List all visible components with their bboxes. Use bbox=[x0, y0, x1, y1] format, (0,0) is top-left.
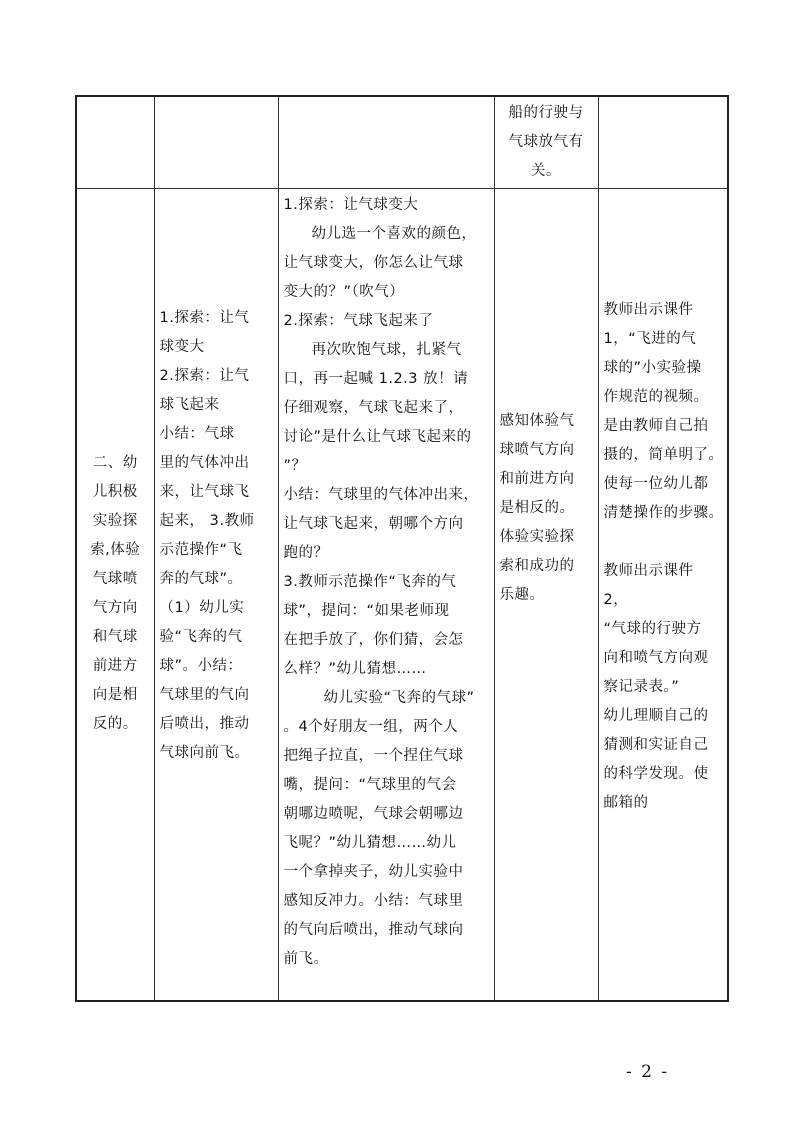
text-line: ”？ bbox=[283, 458, 307, 474]
text-line: 气球里的气向 bbox=[159, 687, 250, 704]
text-line: 把绳子拉直，一个捏住气球 bbox=[283, 748, 464, 764]
cell-top-intent bbox=[494, 96, 598, 189]
text-line: 球变大 bbox=[159, 339, 205, 356]
text-line: 1.探索：让气 bbox=[159, 310, 250, 327]
text-line: 清楚操作的步骤。 bbox=[603, 505, 724, 522]
text-line: 来，让气球飞 bbox=[159, 484, 250, 501]
text-line: 。4个好朋友一组，两个人 bbox=[283, 719, 459, 735]
text-line: 2， bbox=[603, 592, 629, 609]
text-line: 索和成功的 bbox=[499, 557, 575, 574]
text-line: 幼儿理顺自己的 bbox=[603, 708, 709, 725]
text-line: 气方向 bbox=[92, 600, 138, 617]
text-line: 验“飞奔的气 bbox=[159, 629, 243, 646]
text-line: 1.探索：让气球变大 bbox=[283, 197, 419, 213]
text-line: 气球喷 bbox=[92, 571, 138, 588]
text-line: 球”。小结： bbox=[159, 658, 243, 675]
text-line: 前进方 bbox=[92, 658, 138, 675]
text-line: 球喷气方向 bbox=[499, 441, 575, 458]
text-line: 小结：气球里的气体冲出来， bbox=[283, 487, 479, 503]
text-line: 实验探 bbox=[92, 513, 138, 530]
resources-text bbox=[599, 294, 728, 820]
text-line: 让气球飞起来，朝哪个方向 bbox=[283, 516, 464, 532]
activity-process-text bbox=[279, 189, 494, 976]
text-line: 起来， 3.教师 bbox=[159, 513, 255, 530]
text-line: 感知反冲力。小结：气球里 bbox=[283, 893, 464, 909]
text-line bbox=[604, 528, 723, 557]
cell-activity-process bbox=[278, 189, 494, 1001]
text-line: 体验实验探 bbox=[499, 528, 575, 545]
text-line: 的科学发现。使 bbox=[603, 766, 709, 783]
text-line: 示范操作“飞 bbox=[159, 542, 243, 559]
text-line: 作规范的视频。 bbox=[603, 389, 709, 406]
text-line: 摄的，简单明了。 bbox=[603, 447, 724, 464]
text-line: 一个拿掉夹子，幼儿实验中 bbox=[283, 864, 464, 880]
text-line: 邮箱的 bbox=[603, 795, 649, 812]
text-line: 关。 bbox=[531, 163, 561, 179]
text-line: 么样？”幼儿猜想…… bbox=[283, 661, 427, 677]
text-line: 2.探索：气球飞起来了 bbox=[283, 313, 434, 329]
text-line: 朝哪边喷呢，气球会朝哪边 bbox=[283, 806, 464, 822]
text-line: 讨论”是什么让气球飞起来的 bbox=[283, 429, 472, 445]
text-line: 和气球 bbox=[92, 629, 138, 646]
text-line: 再次吹饱气球，扎紧气 bbox=[311, 342, 462, 358]
text-line: 1，“飞进的气 bbox=[603, 331, 697, 348]
text-line: 幼儿选一个喜欢的颜色， bbox=[311, 226, 477, 242]
text-line: 嘴，提问：“气球里的气会 bbox=[283, 777, 457, 793]
text-line: 二、幼 bbox=[92, 455, 138, 472]
text-line: 猜测和实证自己 bbox=[603, 737, 709, 754]
cell-resources bbox=[598, 189, 728, 1001]
text-line: 球飞起来 bbox=[159, 397, 220, 414]
cell-top-intent-text bbox=[495, 97, 598, 188]
text-line: 的气向后喷出，推动气球向 bbox=[283, 922, 464, 938]
text-line: 后喷出，推动 bbox=[159, 716, 250, 733]
table-row-main bbox=[76, 189, 728, 1001]
cell-top-goal bbox=[154, 96, 278, 189]
text-line: 球的”小实验操 bbox=[603, 360, 702, 377]
text-line: 飞呢？”幼儿猜想……幼儿 bbox=[283, 835, 457, 851]
text-line: 让气球变大，你怎么让气球 bbox=[283, 255, 464, 271]
text-line: 儿积极 bbox=[92, 484, 138, 501]
text-line: 仔细观察，气球飞起来了， bbox=[283, 400, 464, 416]
text-line: （1）幼儿实 bbox=[159, 600, 245, 617]
text-line: 向是相 bbox=[92, 687, 138, 704]
text-line: “气球的行驶方 bbox=[603, 621, 702, 638]
page-number: - 2 - bbox=[626, 1062, 670, 1082]
text-line: 使每一位幼儿都 bbox=[603, 476, 709, 493]
text-line: 2.探索：让气 bbox=[159, 368, 250, 385]
cell-design-intent bbox=[494, 189, 598, 1001]
text-line: 球”，提问：“如果老师现 bbox=[283, 603, 450, 619]
text-line: 感知体验气 bbox=[499, 412, 575, 429]
lesson-plan-table bbox=[75, 95, 729, 1002]
text-line: 向和喷气方向观 bbox=[603, 650, 709, 667]
text-line: 幼儿实验“飞奔的气球” bbox=[323, 690, 475, 706]
text-line: 察记录表。” bbox=[603, 679, 680, 696]
stage-title-text bbox=[77, 447, 154, 741]
text-line: 是相反的。 bbox=[499, 499, 575, 516]
text-line: 教师出示课件 bbox=[603, 302, 694, 319]
cell-top-stage bbox=[76, 96, 154, 189]
text-line: 气球向前飞。 bbox=[159, 745, 250, 762]
text-line: 变大的？”（吹气） bbox=[283, 284, 405, 300]
activity-goal-text bbox=[155, 302, 278, 770]
text-line: 奔的气球”。 bbox=[159, 571, 243, 588]
text-line: 前飞。 bbox=[283, 951, 329, 967]
cell-activity-goal bbox=[154, 189, 278, 1001]
cell-top-resource bbox=[598, 96, 728, 189]
design-intent-text bbox=[495, 405, 598, 612]
text-line: 跑的？ bbox=[283, 545, 329, 561]
text-line: 乐趣。 bbox=[499, 586, 545, 603]
text-line: 3.教师示范操作“飞奔的气 bbox=[283, 574, 457, 590]
cell-top-process bbox=[278, 96, 494, 189]
text-line: 气球放气有 bbox=[508, 134, 584, 150]
text-line: 船的行驶与 bbox=[508, 105, 584, 121]
text-line: 和前进方向 bbox=[499, 470, 575, 487]
cell-stage-title bbox=[76, 189, 154, 1001]
text-line: 口，再一起喊 1.2.3 放！请 bbox=[283, 371, 469, 387]
text-line: 是由教师自己拍 bbox=[603, 418, 709, 435]
text-line: 在把手放了，你们猜，会怎 bbox=[283, 632, 464, 648]
table-row-top bbox=[76, 96, 728, 189]
text-line: 小结：气球 bbox=[159, 426, 235, 443]
text-line: 索,体验 bbox=[90, 542, 141, 559]
text-line: 教师出示课件 bbox=[603, 563, 694, 580]
text-line: 里的气体冲出 bbox=[159, 455, 250, 472]
text-line: 反的。 bbox=[92, 716, 138, 733]
